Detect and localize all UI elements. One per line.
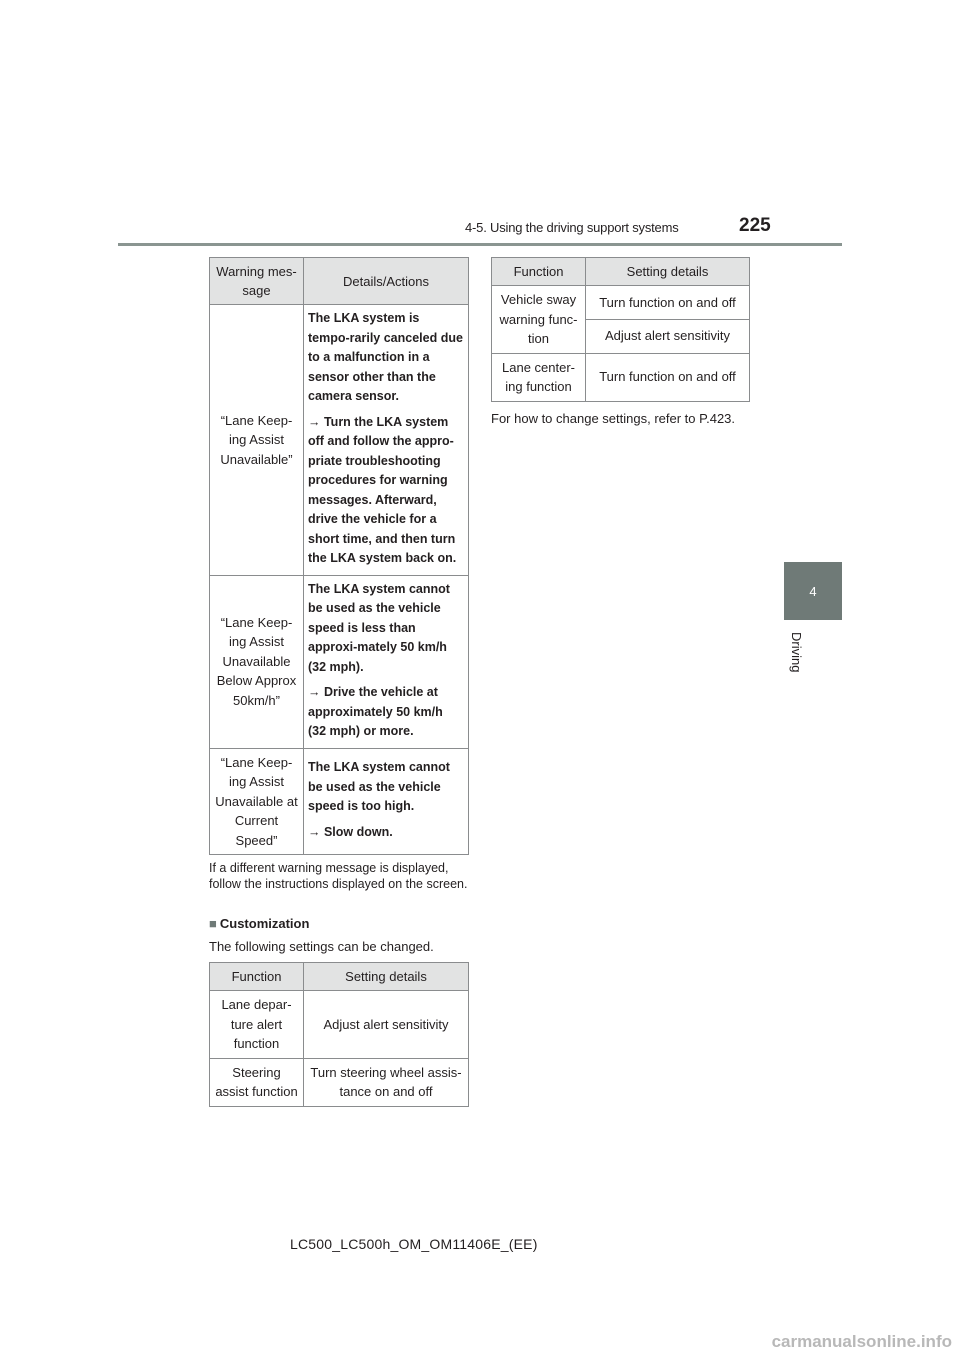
column-header-details: Details/Actions	[304, 258, 469, 305]
customization-table-left	[209, 962, 469, 1107]
details-cell	[304, 305, 469, 576]
function-cell: Lane depar-ture alert function	[210, 991, 304, 1059]
details-text: The LKA system cannot be used as the vehicle speed is too high.	[308, 760, 450, 814]
table-header-row	[210, 963, 469, 991]
action-text: → Turn the LKA system off and follow the appro-priate troubleshooting procedures for warning messages. Afterward, drive the vehicle for a short time, and then turn the LKA system back on.	[308, 414, 457, 565]
settings-reference: For how to change settings, refer to P.423.	[491, 411, 736, 426]
details-cell	[304, 575, 469, 748]
setting-cell: Turn steering wheel assis-tance on and off	[304, 1058, 469, 1106]
customization-intro: The following settings can be changed.	[209, 939, 434, 954]
watermark: carmanualsonline.info	[771, 1332, 952, 1351]
details-cell	[304, 748, 469, 855]
note-text: If a different warning message is displayed, follow the instructions displayed on the screen.	[209, 861, 468, 891]
setting-cell: Turn function on and off	[586, 286, 750, 320]
setting-cell: Adjust alert sensitivity	[586, 319, 750, 353]
action-text: → Slow down.	[308, 824, 393, 839]
warning-message-table	[209, 257, 469, 855]
customization-heading	[209, 916, 309, 931]
square-bullet-icon: ■	[209, 916, 217, 931]
table-row	[492, 286, 750, 320]
warning-message-cell: “Lane Keep-ing Assist Unavailable Below Approx 50km/h”	[210, 575, 304, 748]
table-header-row	[492, 258, 750, 286]
column-header-function: Function	[210, 963, 304, 991]
column-header-function: Function	[492, 258, 586, 286]
customization-table-right	[491, 257, 750, 402]
column-header-setting-details: Setting details	[586, 258, 750, 286]
warning-message-cell: “Lane Keep-ing Assist Unavailable at Current Speed”	[210, 748, 304, 855]
action-text: → Drive the vehicle at approximately 50 km/h (32 mph) or more.	[308, 685, 443, 738]
header-divider	[118, 243, 842, 246]
table-row	[210, 748, 469, 855]
table-row	[210, 1058, 469, 1106]
section-title: 4-5. Using the driving support systems	[465, 220, 679, 235]
table-row	[210, 991, 469, 1059]
function-cell: Steering assist function	[210, 1058, 304, 1106]
column-header-setting-details: Setting details	[304, 963, 469, 991]
column-header-warning-message: Warning mes-sage	[210, 258, 304, 305]
document-code-footer: LC500_LC500h_OM_OM11406E_(EE)	[290, 1236, 538, 1252]
details-text: The LKA system is tempo-rarily canceled due to a malfunction in a sensor other than the camera sensor.	[308, 311, 463, 403]
page-number: 225	[739, 215, 771, 236]
table-header-row	[210, 258, 469, 305]
table-row	[210, 575, 469, 748]
function-cell: Lane center-ing function	[492, 353, 586, 401]
chapter-number: 4	[809, 583, 817, 599]
table-row	[210, 305, 469, 576]
setting-cell: Turn function on and off	[586, 353, 750, 401]
warning-message-cell: “Lane Keep-ing Assist Unavailable”	[210, 305, 304, 576]
table-row	[492, 353, 750, 401]
customization-heading-text: Customization	[219, 916, 310, 931]
details-text: The LKA system cannot be used as the vehicle speed is less than approxi-mately 50 km/h (32 mph).	[308, 581, 450, 674]
function-cell: Vehicle sway warning func-tion	[492, 286, 586, 354]
chapter-label: Driving	[789, 632, 804, 673]
chapter-tab[interactable]	[784, 562, 842, 620]
setting-cell: Adjust alert sensitivity	[304, 991, 469, 1059]
